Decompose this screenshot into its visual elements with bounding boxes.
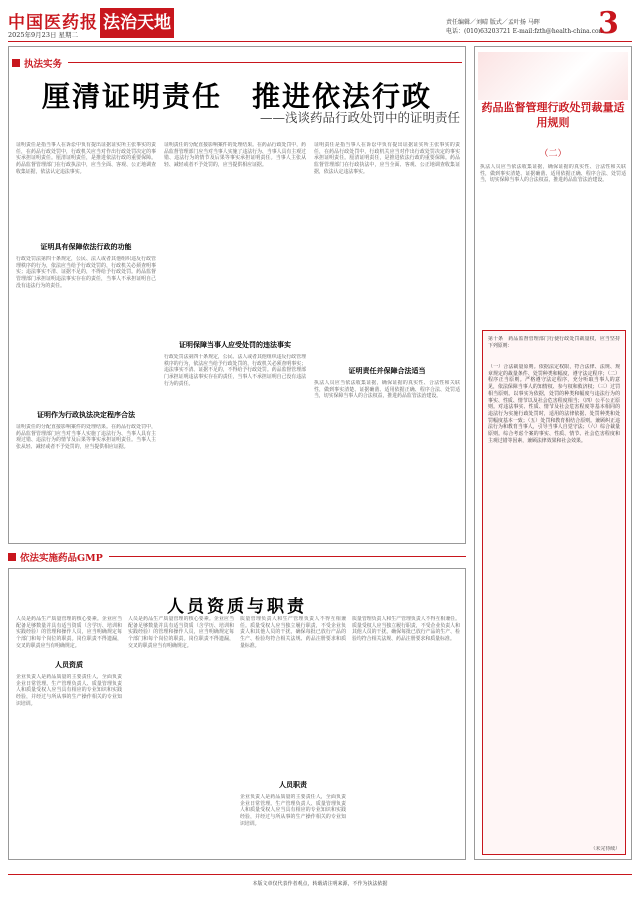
top-body-col3a: 证明责任是指当事人在诉讼中负有提出证据证实所主张事实的责任，在药品行政处罚中，行政机关应当对作出行政处罚决定的事实承担证明责任。厘清证明责任，是推进依法行政的重要保障。药品监督管理部门在行政执法中，应当全面、客观、公正地调查收集证据，依法认定违法事实。 — [314, 142, 460, 175]
sidebar-part-number: （二） — [539, 149, 567, 159]
top-subheadline: ——浅谈药品行政处罚中的证明责任 — [259, 110, 460, 125]
newspaper-logo: 中国医药报 — [8, 13, 98, 33]
top-body-col3b: 执法人员应当依法收集证据，确保证据的真实性、合法性和关联性，做到事实清楚、证据确凿、适用依据正确、程序合法、处罚适当，切实保障当事人的合法权益，推进药品监管法治建设。 — [314, 380, 460, 400]
tag-square-icon — [12, 59, 20, 67]
bottom-body-col3a: 质量管理负责人和生产管理负责人不得互相兼任。质量受权人应当独立履行职责，不受企业负责人和其他人员的干扰，确保每批已放行产品的生产、检验均符合相关法规、药品注册要求和质量标准。 — [240, 616, 346, 649]
editors-line: 责任编辑／刘晴 版式／孟叶扬 马晖 — [446, 19, 540, 26]
footer-divider — [8, 874, 632, 875]
top-subhead-1: 证明具有保障依法行政的功能 — [40, 242, 132, 251]
tag-label: 执法实务 — [24, 58, 63, 70]
top-body-col2b: 行政处罚法第四十条规定，公民、法人或者其他组织违反行政管理秩序的行为，依法应当给予行政处罚的，行政机关必须查明事实；违法事实不清、证据不足的，不得给予行政处罚。药品监督管理部门承担证明违法事实存在的责任，当事人不承担证明自己没有违法行为的责任。 — [164, 354, 306, 387]
footer-note: 本版文章仅代表作者观点，转载请注明来源，不作为执法依据 — [252, 881, 388, 887]
sidebar-body-top: 执法人员应当依法收集证据，确保证据的真实性、合法性和关联性，做到事实清楚、证据确凿、适用依据正确、程序合法、处罚适当，切实保障当事人的合法权益，推进药品监管法治建设。 — [480, 164, 626, 184]
sidebar-continued-note: （未完待续） — [590, 846, 620, 852]
bottom-headline: 人员资质与职责 — [167, 597, 307, 617]
bottom-section-tag — [8, 550, 466, 563]
tag-label: 依法实施药品GMP — [20, 552, 103, 564]
bottom-subhead-1: 人员资质 — [55, 660, 83, 669]
section-title: 法治天地 — [100, 8, 174, 38]
top-body-col1c: 证明责任的分配直接影响案件的处理结果。在药品行政处罚中，药品监督管理部门应当对当事人实施了违法行为、当事人具有主观过错、违法行为的情节及后果等事实承担证明责任。当事人主张从轻、减轻或者不予处罚的，应当提供相应证据。 — [16, 424, 156, 451]
bottom-subhead-2: 人员职责 — [279, 780, 307, 789]
top-body-col2a: 证明责任的分配直接影响案件的处理结果。在药品行政处罚中，药品监督管理部门应当对当事人实施了违法行为、当事人具有主观过错、违法行为的情节及后果等事实承担证明责任。当事人主张从轻、减轻或者不予处罚的，应当提供相应证据。 — [164, 142, 306, 169]
page-number: 3 — [598, 6, 619, 41]
top-subhead-2: 证明作为行政执法决定程序合法 — [37, 410, 135, 419]
top-body-col1b: 行政处罚法第四十条规定，公民、法人或者其他组织违反行政管理秩序的行为，依法应当给予行政处罚的，行政机关必须查明事实；违法事实不清、证据不足的，不得给予行政处罚。药品监督管理部门承担证明违法事实存在的责任，当事人不承担证明自己没有违法行为的责任。 — [16, 256, 156, 289]
bottom-intro: 人员是药品生产质量管理的核心要素。企业应当配备足够数量并具有适当资质（含学历、培训和实践经验）的管理和操作人员，应当明确规定每个部门和每个岗位的职责。岗位职责不得遗漏，交叉的职责应当有明确规定。 — [16, 616, 122, 649]
sidebar-regulation-body: （一）合法裁量原则。依据法定权限，符合法律、法规、规章规定的裁量条件、处罚种类和幅度，遵守法定程序；（二）程序正当原则。严格遵守法定程序，充分听取当事人的意见，依法保障当事人的知情权、参与权和救济权；（三）过罚相当原则。以事实为依据，处罚的种类和幅度与违法行为的事实、性质、情节以及社会危害程度相当；（四）公平公正原则。对违法事实、性质、情节及社会危害程度等基本相同的违法行为实施行政处罚时，适用的法律依据、处罚种类和处罚幅度基本一致；（五）处罚和教育相结合原则。兼顾纠正违法行为和教育当事人，引导当事人自觉守法；（六）综合裁量原则。综合考虑个案的事实、性质、情节、社会危害程度和主观过错等因素，兼顾法律效果和社会效果。 — [488, 364, 620, 444]
top-headline: 厘清证明责任 推进依法行政 — [41, 80, 432, 113]
tag-rule — [109, 556, 466, 557]
issue-date: 2025年9月23日 星期二 — [8, 31, 79, 39]
bottom-body-col2: 人员是药品生产质量管理的核心要素。企业应当配备足够数量并具有适当资质（含学历、培训和实践经验）的管理和操作人员，应当明确规定每个部门和每个岗位的职责。岗位职责不得遗漏，交叉的职责应当有明确规定。 — [128, 616, 234, 649]
bottom-body-col1: 企业负责人是药品质量的主要责任人，全面负责企业日常管理。生产管理负责人、质量管理负责人和质量受权人应当具有相应的专业知识和实践经验，并经过与所从事的生产操作相关的专业知识培训。 — [16, 674, 122, 707]
tag-rule — [68, 62, 462, 63]
top-body-col1a: 证明责任是指当事人在诉讼中负有提出证据证实所主张事实的责任，在药品行政处罚中，行政机关应当对作出行政处罚决定的事实承担证明责任。厘清证明责任，是推进依法行政的重要保障。药品监督管理部门在行政执法中，应当全面、客观、公正地调查收集证据，依法认定违法事实。 — [16, 142, 156, 175]
bottom-body-col4: 质量管理负责人和生产管理负责人不得互相兼任。质量受权人应当独立履行职责，不受企业负责人和其他人员的干扰，确保每批已放行产品的生产、检验均符合相关法规、药品注册要求和质量标准。 — [352, 616, 460, 643]
sidebar-intro: 第十条 药品监督管理部门行使行政处罚裁量权，应当坚持下列原则： — [488, 336, 620, 349]
top-subhead-4: 证明责任并保障合法适当 — [348, 366, 426, 375]
top-subhead-3: 证明保障当事人应受处罚的违法事实 — [179, 340, 291, 349]
sidebar-decoration — [478, 52, 628, 100]
editor-info — [446, 18, 604, 36]
contact-line: 电话：(010)63203721 E-mail:fzth@health-china.com — [446, 28, 605, 35]
header-divider — [8, 41, 632, 42]
bottom-body-col3b: 企业负责人是药品质量的主要责任人，全面负责企业日常管理。生产管理负责人、质量管理负责人和质量受权人应当具有相应的专业知识和实践经验，并经过与所从事的生产操作相关的专业知识培训。 — [240, 794, 346, 827]
top-section-tag — [12, 56, 462, 69]
tag-square-icon — [8, 553, 16, 561]
sidebar-title: 药品监督管理行政处罚裁量适用规则 — [481, 101, 625, 129]
